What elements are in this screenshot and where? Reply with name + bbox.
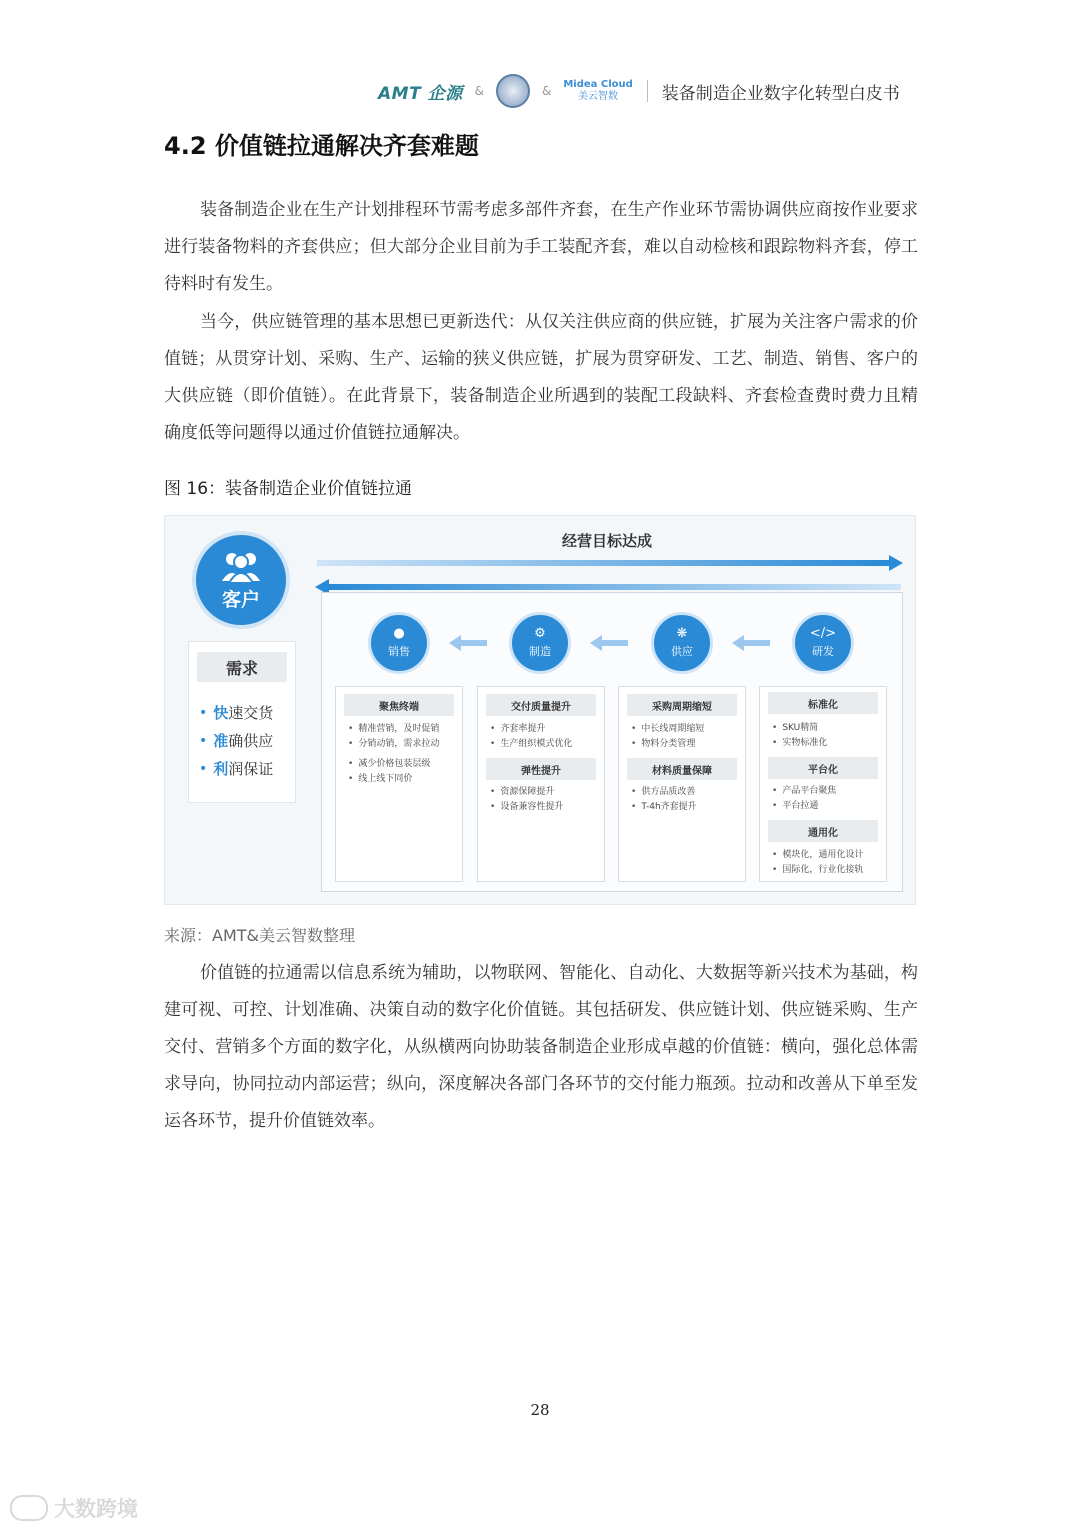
watermark-logo-icon <box>10 1495 48 1521</box>
bullet-item: • 物料分类管理 <box>631 737 695 752</box>
bullet-item: • 齐套率提升 <box>490 722 545 737</box>
stage-column-rnd <box>759 686 887 882</box>
bullet-item: • SKU精简 <box>772 721 818 736</box>
bullet-item: • T-4h齐套提升 <box>631 800 697 815</box>
bullet-item: • 实物标准化 <box>772 736 827 751</box>
group-title: 通用化 <box>768 820 878 842</box>
midea-cloud-logo <box>563 80 632 102</box>
flow-arrow <box>732 633 772 653</box>
bullet-item: • 供方品质改善 <box>631 785 695 800</box>
stage-column-sales <box>335 686 463 882</box>
page-number: 28 <box>530 1401 550 1419</box>
group-title: 交付质量提升 <box>486 694 596 716</box>
need-text: 确供应 <box>228 732 274 750</box>
stage-label: 销售 <box>388 645 410 658</box>
figure-caption: 图 16：装备制造企业价值链拉通 <box>164 479 413 499</box>
bullet-item: • 中长线周期缩短 <box>631 722 704 737</box>
need-text: 速交货 <box>228 704 274 722</box>
stage-circle-rnd <box>792 612 854 674</box>
group-title: 弹性提升 <box>486 758 596 780</box>
figure-source: 来源：AMT&美云智数整理 <box>164 926 356 945</box>
stage-label: 供应 <box>671 645 693 658</box>
section-title: 4.2 价值链拉通解决齐套难题 <box>164 132 479 160</box>
seal-logo-icon <box>496 74 530 108</box>
need-highlight: 准 <box>213 732 229 750</box>
need-text: 润保证 <box>228 760 274 778</box>
need-item: • 利 润保证 <box>199 760 274 778</box>
need-highlight: 快 <box>213 704 229 722</box>
watermark-text: 大数跨境 <box>54 1497 138 1521</box>
bullet-item: • 精准营销，及时促销 <box>348 722 439 737</box>
network-icon: ❋ <box>676 626 688 641</box>
customer-circle <box>192 531 290 629</box>
group-title: 平台化 <box>768 757 878 779</box>
stage-circle-manufacturing <box>509 612 571 674</box>
paragraph-3: 价值链的拉通需以信息系统为辅助，以物联网、智能化、自动化、大数据等新兴技术为基础，构建可视、可控、计划准确、决策自动的数字化价值链。其包括研发、供应链计划、供应链采购、生产交付、营销多个方面的数字化，从纵横两向协助装备制造企业形成卓越的价值链：横向，强化总体需求导向，协同拉动内部运营；纵向，深度解决各部门各环节的交付能力瓶颈。拉动和改善从下单至发运各环节，提升价值链效率。 <box>164 963 918 1131</box>
stage-label: 制造 <box>529 645 551 658</box>
needs-box <box>188 641 296 803</box>
bullet-item: • 线上线下同价 <box>348 772 412 787</box>
gears-icon: ⚙ <box>534 626 546 641</box>
page-header <box>378 74 900 108</box>
bullet-item: • 资源保障提升 <box>490 785 554 800</box>
group-title: 材料质量保障 <box>627 758 737 780</box>
bullet-item: • 生产组织模式优化 <box>490 737 572 752</box>
stage-circle-sales <box>368 612 430 674</box>
flow-arrow <box>590 633 630 653</box>
need-item: • 准 确供应 <box>199 732 274 750</box>
bullet-item: • 分销动销，需求拉动 <box>348 737 439 752</box>
document-title: 装备制造企业数字化转型白皮书 <box>661 83 900 104</box>
group-title: 聚焦终端 <box>344 694 454 716</box>
group-title: 采购周期缩短 <box>627 694 737 716</box>
paragraph-2: 当今，供应链管理的基本思想已更新迭代：从仅关注供应商的供应链，扩展为关注客户需求的价值链；从贯穿计划、采购、生产、运输的狭义供应链，扩展为贯穿研发、工艺、制造、销售、客户的大供应链（即价值链）。在此背景下，装备制造企业所遇到的装配工段缺料、齐套检查费时费力且精确度低等问题得以通过价值链拉通解决。 <box>164 312 918 443</box>
stage-column-supply <box>618 686 746 882</box>
people-icon <box>216 549 266 583</box>
midea-logo-cn: 美云智数 <box>578 91 619 102</box>
ampersand: & <box>541 84 552 98</box>
group-title: 标准化 <box>768 692 878 714</box>
bullet-item: • 设备兼容性提升 <box>490 800 563 815</box>
person-icon: ● <box>393 626 405 641</box>
stage-label: 研发 <box>812 645 834 658</box>
watermark <box>10 1493 138 1523</box>
code-icon: </> <box>809 626 837 641</box>
paragraph-1: 装备制造企业在生产计划排程环节需考虑多部件齐套，在生产作业环节需协调供应商按作业要求进行装备物料的齐套供应；但大部分企业目前为手工装配齐套，难以自动检核和跟踪物料齐套，停工待料时有发生。 <box>164 200 918 294</box>
bullet-item: • 国际化，行业化接轨 <box>772 863 863 878</box>
right-arrow-head <box>889 555 903 571</box>
stage-circle-supply <box>651 612 713 674</box>
customer-label: 客户 <box>221 588 260 611</box>
amt-logo: AMT 企源 <box>378 83 463 104</box>
bullet-item: • 平台拉通 <box>772 799 818 814</box>
header-divider <box>647 80 648 102</box>
goal-label: 经营目标达成 <box>561 532 652 550</box>
value-chain-figure <box>164 515 916 905</box>
flow-arrow <box>449 633 489 653</box>
ampersand: & <box>474 84 484 98</box>
bullet-item: • 减少价格包装层级 <box>348 757 430 772</box>
needs-title: 需求 <box>197 652 287 682</box>
need-item: • 快 速交货 <box>199 704 274 722</box>
stage-column-manufacturing <box>477 686 605 882</box>
right-arrow-shaft <box>317 560 889 566</box>
need-highlight: 利 <box>213 760 229 778</box>
midea-logo-en: Midea Cloud <box>563 79 633 90</box>
bullet-item: • 产品平台聚焦 <box>772 784 836 799</box>
bullet-item: • 模块化，通用化设计 <box>772 848 863 863</box>
left-arrow-shaft <box>329 584 901 590</box>
